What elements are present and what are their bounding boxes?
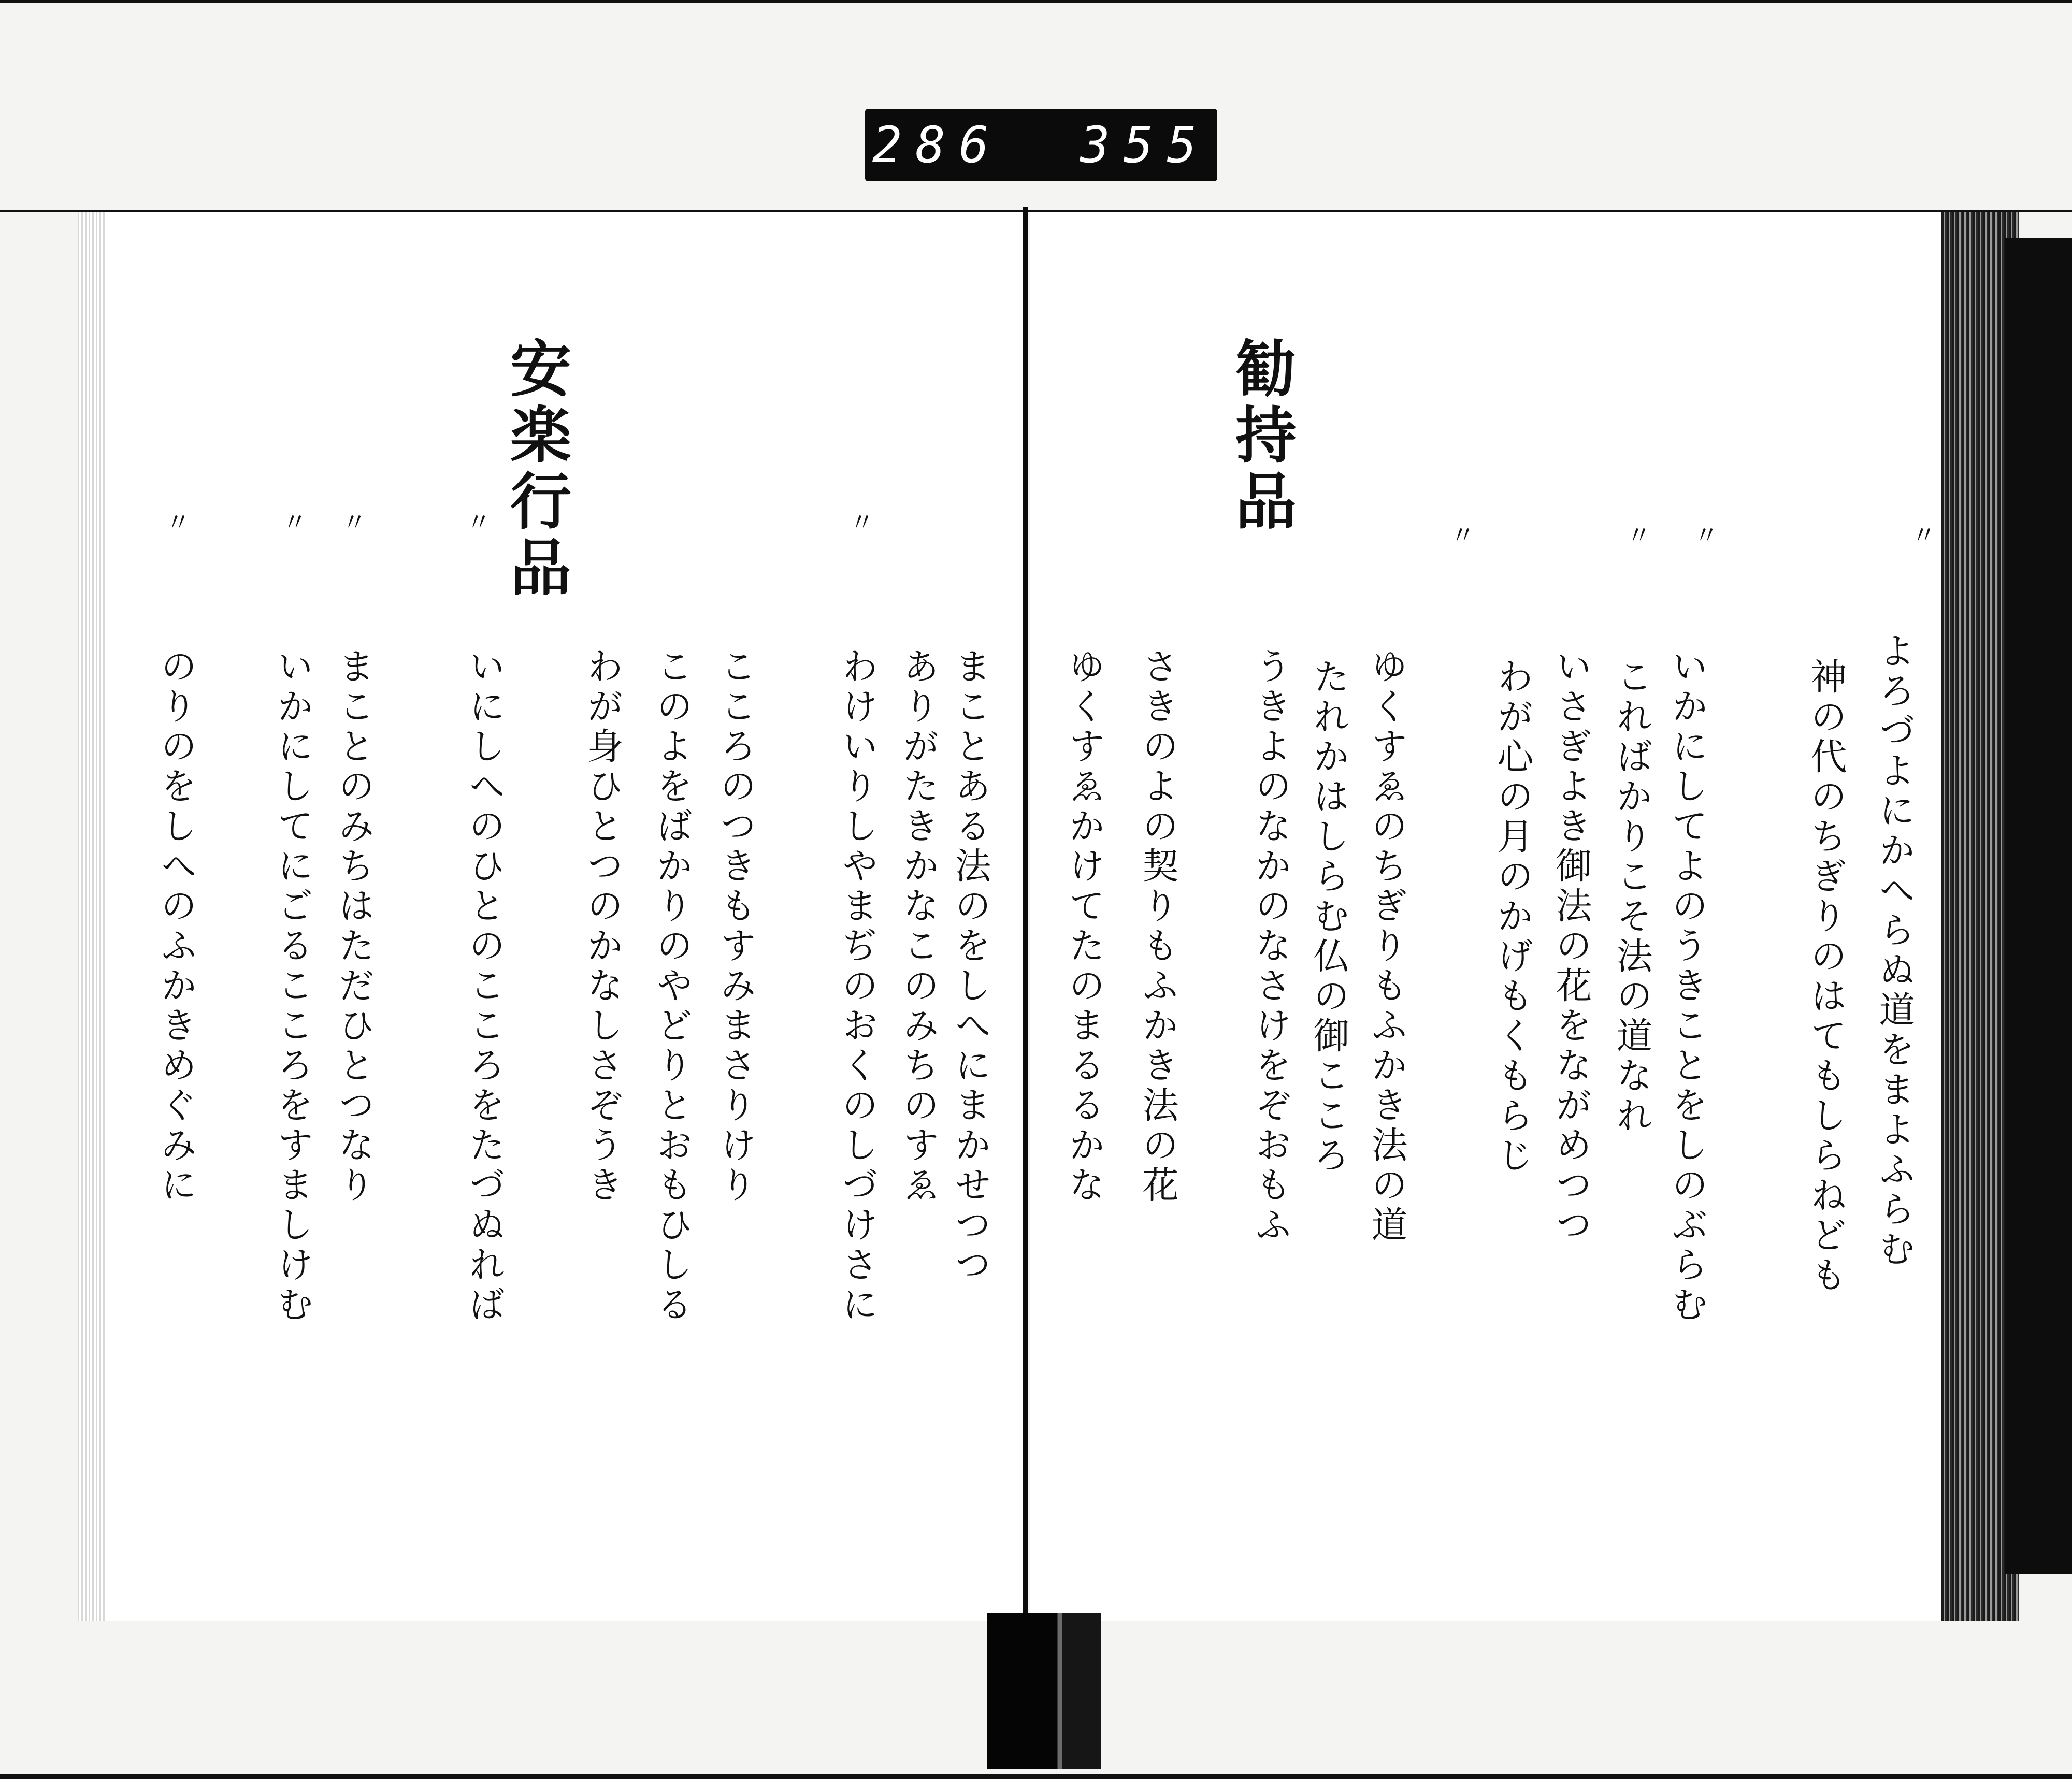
poem-line: いさぎよき御法の花をながめつつ [1550,647,1592,1246]
poem-line: ゆくすゑかけてたのまるるかな [1063,647,1105,1206]
poem-line: ありがたきかなこのみちのすゑ [897,647,940,1206]
book-gutter [1023,207,1028,1626]
ditto-mark: 〃 [1627,521,1652,550]
book-spine [987,1613,1101,1769]
poem-line: 神の代のちぎりのはてもしらねども [1805,658,1847,1296]
frame-number-right: 355 [1080,116,1211,174]
frame-number-left: 286 [872,116,1002,174]
ditto-mark: 〃 [466,508,492,537]
poem-line: ゆくすゑのちぎりもふかき法の道 [1365,647,1408,1246]
poem-line: わが身ひとつのかなしさぞうき [581,647,624,1206]
poem-line: こころのつきもすみまさりけり [714,647,757,1206]
poem-line: さきのよの契りもふかき法の花 [1136,647,1179,1206]
poem-line: まことのみちはただひとつなり [333,647,375,1206]
poem-line: いにしへのひとのこころをたづぬれば [463,647,506,1325]
ditto-mark: 〃 [342,508,367,537]
ditto-mark: 〃 [1694,521,1719,550]
bottom-edge-line [0,1774,2072,1779]
poem-line: まことある法のをしへにまかせつつ [949,647,991,1285]
ditto-mark: 〃 [282,508,308,537]
ditto-mark: 〃 [1450,521,1476,550]
poem-line: のりのをしへのふかきめぐみに [155,647,197,1206]
ditto-mark: 〃 [1911,521,1937,550]
right-page-title: 勧持品 [1225,337,1297,536]
poem-line: たれかはしらむ仏の御こころ [1307,658,1350,1176]
left-page-title: 安楽行品 [500,337,572,602]
poem-line: いかにしてよのうきことをしのぶらむ [1666,647,1708,1325]
poem-line: わが心の月のかげもくもらじ [1491,658,1534,1176]
ditto-mark: 〃 [850,508,875,537]
poem-line: よろづよにかへらぬ道をまよふらむ [1873,632,1916,1270]
frame-number-label [865,109,1217,181]
poem-line: このよをばかりのやどりとおもひしる [651,647,693,1325]
poem-line: わけいりしやまぢのおくのしづけさに [836,647,879,1325]
top-edge-line [0,0,2072,3]
poem-line: うきよのなかのなさけをぞおもふ [1249,647,1292,1246]
ditto-mark: 〃 [166,508,191,537]
poem-line: こればかりこそ法の道なれ [1610,658,1653,1136]
poem-line: いかにしてにごるこころをすましけむ [271,647,314,1325]
book-edge-shadow [2005,238,2072,1574]
